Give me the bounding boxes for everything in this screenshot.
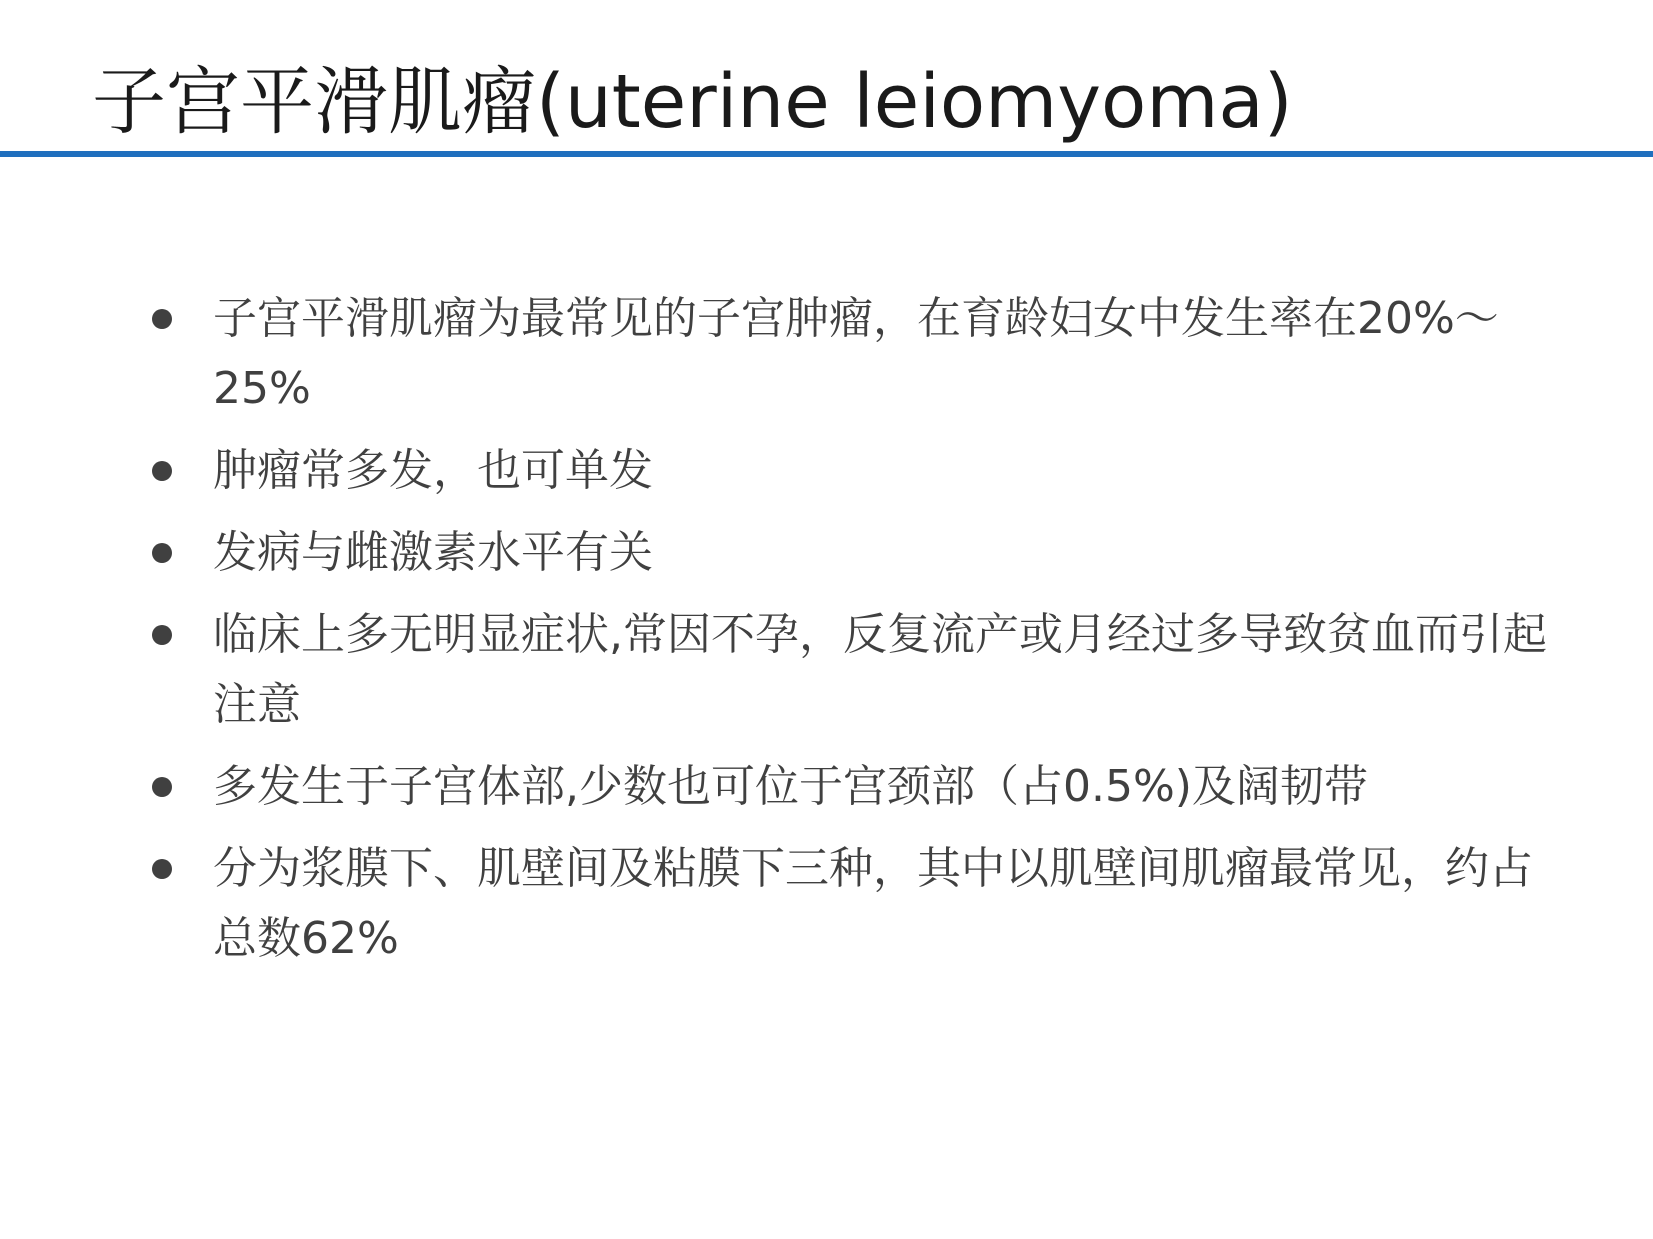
bullet-dot-icon xyxy=(152,625,172,645)
bullet-text: 临床上多无明显症状,常因不孕，反复流产或月经过多导致贫血而引起注意 xyxy=(213,609,1547,730)
bullet-dot-icon xyxy=(152,461,172,481)
title-underline xyxy=(0,151,1653,157)
bullet-text: 多发生于子宫体部,少数也可位于宫颈部（占0.5%)及阔韧带 xyxy=(213,761,1368,812)
bullet-text: 肿瘤常多发，也可单发 xyxy=(213,445,653,496)
bullet-dot-icon xyxy=(152,543,172,563)
list-item xyxy=(152,436,1552,506)
list-item xyxy=(152,600,1552,740)
bullet-text: 发病与雌激素水平有关 xyxy=(213,527,653,578)
list-item xyxy=(152,752,1552,822)
list-item xyxy=(152,834,1552,974)
list-item xyxy=(152,284,1552,424)
bullet-list xyxy=(152,284,1552,986)
bullet-dot-icon xyxy=(152,859,172,879)
bullet-text: 分为浆膜下、肌壁间及粘膜下三种，其中以肌壁间肌瘤最常见，约占总数62% xyxy=(213,843,1533,964)
bullet-dot-icon xyxy=(152,777,172,797)
bullet-text: 子宫平滑肌瘤为最常见的子宫肿瘤，在育龄妇女中发生率在20%～25% xyxy=(213,293,1499,414)
bullet-dot-icon xyxy=(152,309,172,329)
list-item xyxy=(152,518,1552,588)
slide-title: 子宫平滑肌瘤(uterine leiomyoma) xyxy=(92,59,1293,145)
